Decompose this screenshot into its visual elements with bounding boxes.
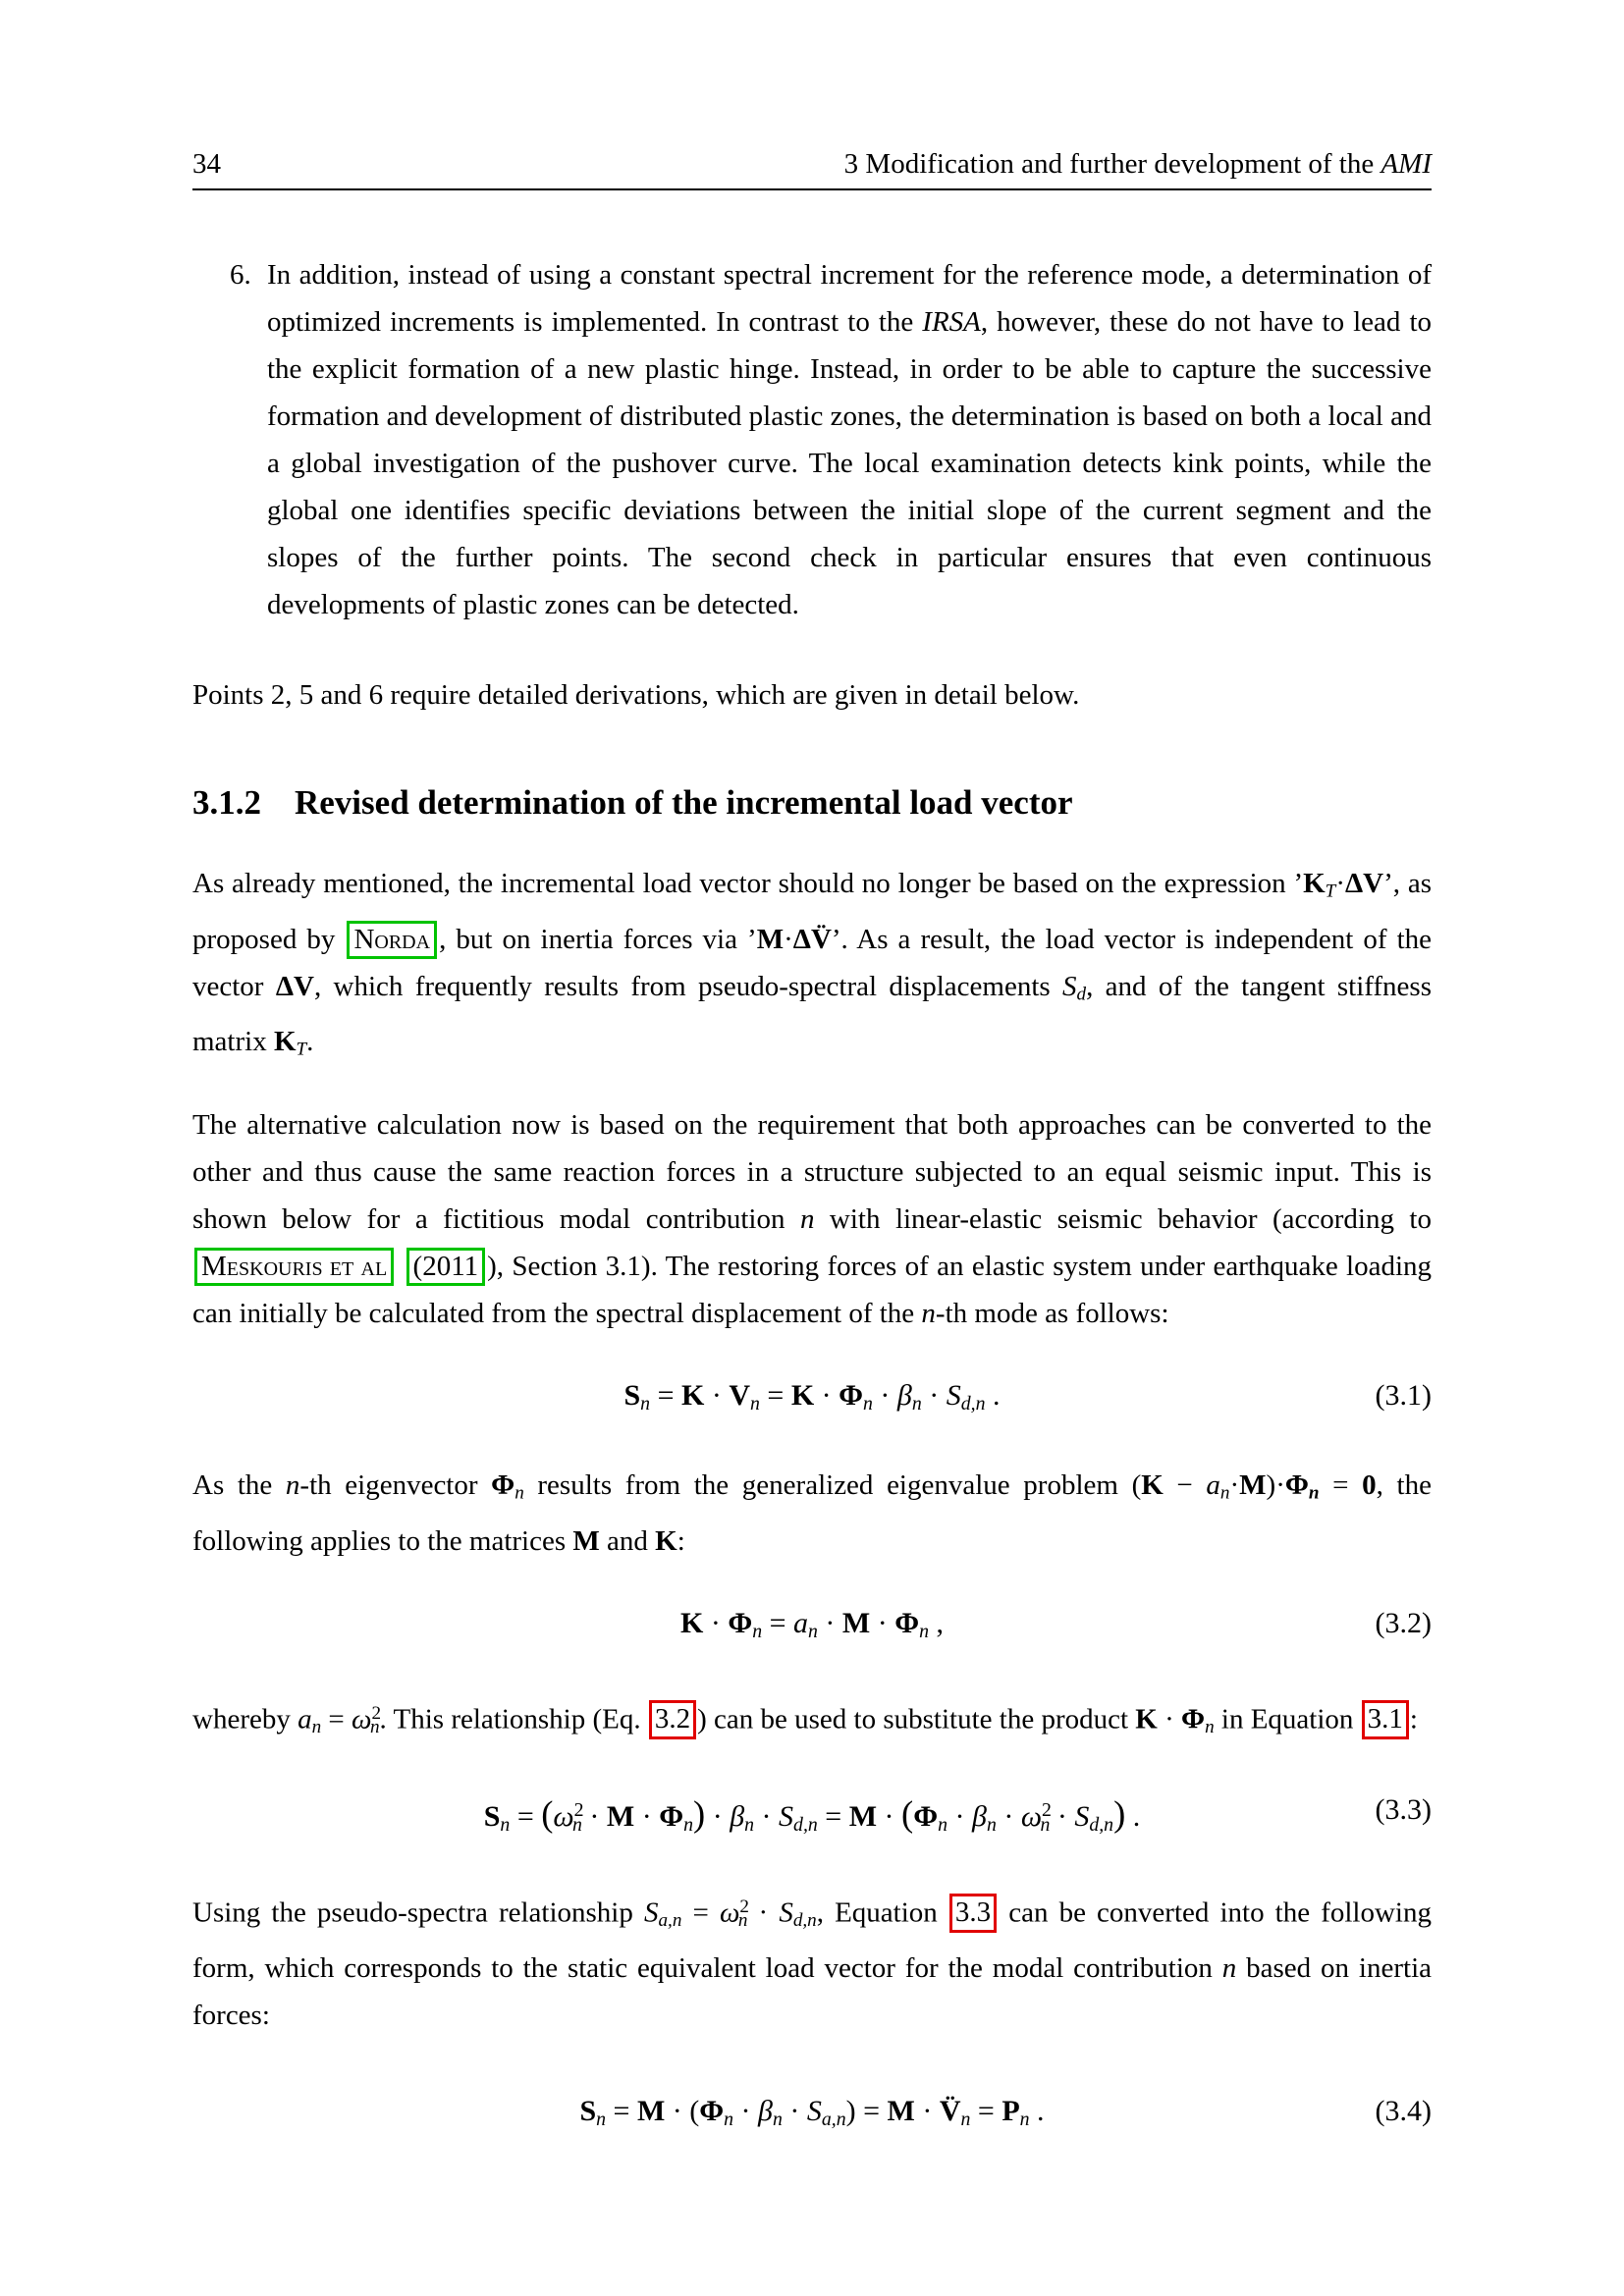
- equation-3-4-number: (3.4): [1375, 2094, 1432, 2127]
- paragraph-points: Points 2, 5 and 6 require detailed derivations, which are given in detail below.: [192, 679, 1080, 711]
- header-rule: [192, 188, 1432, 190]
- equation-3-4-body: $S_n = M \cdot (\Phi_n \cdot \beta_n \cdot S_{a,n}) = M$ · $V̈_n = P_n$ .: [579, 2094, 1045, 2130]
- page-header: [192, 147, 1432, 181]
- paragraph-eigenvector: As the n-th eigenvector $\Phi_n$ results from the generalized eigenvalue problem $(K - a_n\cdot M)\cdot\Phi_n = 0$, the following applies to the matrices M and K:: [192, 1469, 1432, 1558]
- equation-3-1: [192, 1366, 1432, 1433]
- page-number: 34: [192, 148, 221, 180]
- section-number: 3.1.2: [192, 783, 261, 822]
- equation-3-2: [192, 1594, 1432, 1661]
- equation-3-2-body: $K \cdot \Phi_n = a_n \cdot M \cdot \Phi_n$ ,: [679, 1607, 944, 1642]
- list-item-number: 6.: [230, 259, 251, 291]
- equation-3-1-number: (3.1): [1375, 1378, 1432, 1412]
- list-item-text: In addition, instead of using a constant spectral increment for the reference mode, a determination of optimized increments is implemented. In contrast to the IRSA, however, these do not have to lead to the explicit formation of a new plastic hinge. Instead, in order to be able to capture the successive formation and development of distributed plastic zones, the determination is based on both a local and a global investigation of the pushover curve. The local examination detects kink points, while the global one identifies specific deviations between the initial slope of the current segment and the slopes of the further points. The second check in particular ensures that even continuous developments of plastic zones can be detected.: [267, 259, 1432, 620]
- paragraph-whereby: whereby $a_n = \omega^2_n$. This relationship (Eq. 3.2 ) can be used to substitute the product $K \cdot \Phi_n$ in Equation 3.1 :: [192, 1690, 1432, 1751]
- citation-link-norda[interactable]: Norda: [347, 921, 437, 959]
- equation-3-3: [192, 1781, 1432, 1854]
- equation-ref-3-2[interactable]: 3.2: [649, 1700, 696, 1738]
- section-heading: [192, 781, 1432, 825]
- section-title: Revised determination of the incremental load vector: [295, 783, 1073, 822]
- equation-3-3-number: (3.3): [1375, 1792, 1432, 1826]
- equation-3-1-body: $S_n = K \cdot V_n = K \cdot \Phi_n \cdot \beta_n \cdot S_{d,n}$ .: [623, 1378, 1001, 1415]
- equation-ref-3-1[interactable]: 3.1: [1362, 1700, 1409, 1738]
- equation-3-2-number: (3.2): [1375, 1607, 1432, 1640]
- paragraph-load-vector: As already mentioned, the incremental load vector should no longer be based on the expression $’K_T\cdot\Delta V$’, as proposed by Norda , but on inertia forces via ’M·ΔV̈’. As a result, the load vector is independent of the vector ΔV, which frequently results from pseudo-spectral displacements $S_d$, and of the tangent stiffness matrix $K_T$.: [192, 868, 1433, 1060]
- paragraph-pseudo-spectra: Using the pseudo-spectra relationship $S_{a,n} = \omega^2_n \cdot S_{d,n}$, Equation 3.3 can be converted into the following form, which corresponds to the static equivalent load vector for the modal contribution n based on inertia forces:: [192, 1884, 1432, 2039]
- citation-link-year-2011[interactable]: (2011: [406, 1248, 486, 1286]
- paragraph-alternative-calculation: The alternative calculation now is based on the requirement that both approaches can be converted to the other and thus cause the same reaction forces in a structure subjected to an equal seismic input. This is shown below for a fictitious modal contribution n with linear-elastic seismic behavior (according to Meskouris et al (2011 ), Section 3.1). The restoring forces of an elastic system under earthquake loading can initially be calculated from the spectral displacement of the n-th mode as follows:: [192, 1108, 1433, 1329]
- running-head: 3 Modification and further development of the AMI: [843, 148, 1432, 180]
- equation-3-4: [192, 2082, 1432, 2149]
- citation-link-meskouris[interactable]: Meskouris et al: [194, 1248, 394, 1286]
- equation-ref-3-3[interactable]: 3.3: [949, 1894, 997, 1932]
- list-item-6: [192, 251, 1432, 628]
- equation-3-3-body: $S_n = (\omega^2_n \cdot M \cdot \Phi_n) \cdot \beta_n \cdot S_{d,n} = M \cdot (\Phi_n \cdot \beta_n \cdot \omega^2_n \cdot S_{d,n})$ .: [483, 1792, 1141, 1836]
